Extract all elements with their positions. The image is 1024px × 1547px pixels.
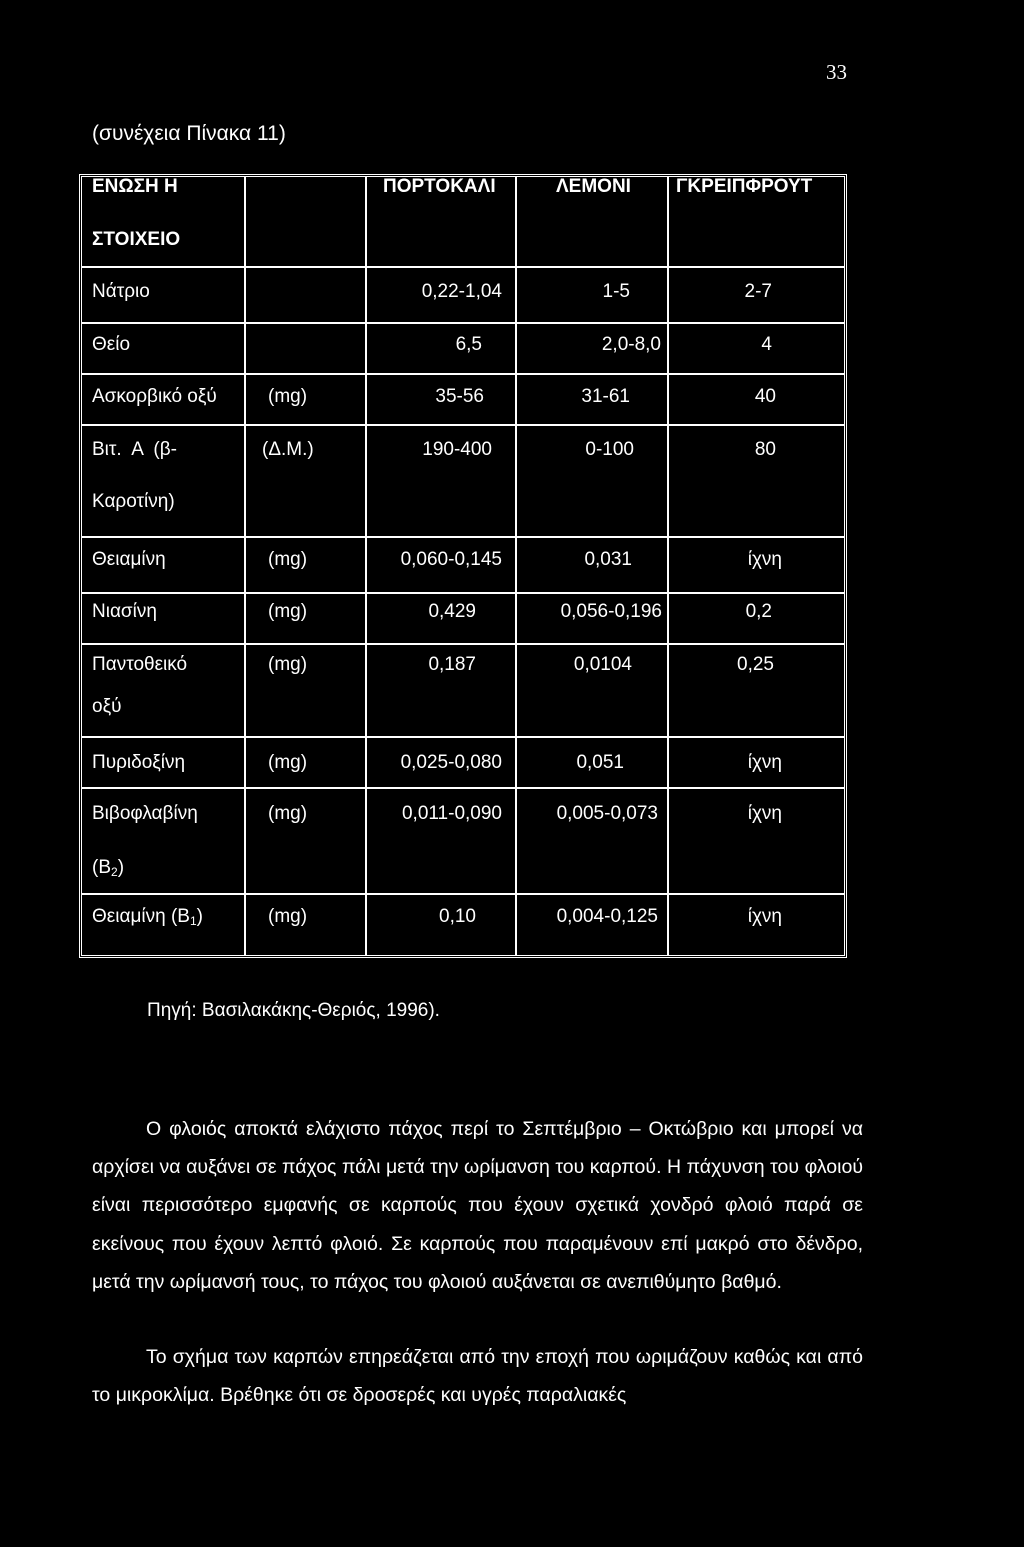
value-orange: 0,011-0,090 <box>401 803 502 824</box>
row-unit: (mg) <box>268 386 308 407</box>
value-orange: 0,429 <box>428 601 476 622</box>
table-rule <box>82 893 844 895</box>
row-name: Θειαμίνη <box>92 549 166 570</box>
row-name: Βιβοφλαβίνη <box>92 803 198 824</box>
value-grapefruit: 2-7 <box>744 281 772 302</box>
value-lemon: 0,031 <box>584 549 632 570</box>
value-orange: 0,060-0,145 <box>400 549 502 570</box>
row-unit: (mg) <box>268 601 308 622</box>
table-rule <box>82 266 844 268</box>
row-name-line2: Καροτίνη) <box>92 491 175 512</box>
row-unit: (mg) <box>268 549 308 570</box>
value-grapefruit: ίχνη <box>747 549 782 570</box>
value-lemon: 31-61 <box>581 386 630 407</box>
value-lemon: 2,0-8,0 <box>601 334 661 355</box>
row-name: Παντοθεικό <box>92 654 188 675</box>
value-grapefruit: ίχνη <box>747 803 782 824</box>
header-grapefruit: ΓΚΡΕΙΠΦΡΟΥΤ <box>676 176 813 197</box>
value-grapefruit: 0,25 <box>737 654 774 675</box>
table-rule <box>82 787 844 789</box>
header-orange: ΠΟΡΤΟΚΑΛΙ <box>383 176 496 197</box>
value-lemon: 0,005-0,073 <box>556 803 658 824</box>
row-name: Θειαμίνη $(B_1)$ <box>92 906 203 928</box>
table-rule <box>82 736 844 738</box>
row-unit: (Δ.Μ.) <box>262 439 314 460</box>
table-rule <box>82 424 844 426</box>
table-rule <box>82 536 844 538</box>
table-divider <box>515 177 517 955</box>
value-lemon: 0,0104 <box>573 654 632 675</box>
table-divider <box>365 177 367 955</box>
row-name: Νάτριο <box>92 281 150 302</box>
header-compound: ΕΝΩΣΗ Η <box>92 176 178 197</box>
row-name-line2: οξύ <box>92 696 122 717</box>
value-orange: 0,025-0,080 <box>400 752 502 773</box>
value-orange: 0,187 <box>428 654 476 675</box>
value-orange: 190-400 <box>422 439 492 460</box>
row-name: Πυριδοξίνη <box>92 752 186 773</box>
table-rule <box>82 592 844 594</box>
row-name: Θείο <box>92 334 131 355</box>
table-rule <box>82 322 844 324</box>
header-lemon: ΛΕΜΟΝΙ <box>556 176 631 197</box>
value-grapefruit: ίχνη <box>747 752 782 773</box>
value-orange: 35-56 <box>435 386 484 407</box>
value-lemon: 0,051 <box>576 752 624 773</box>
table-divider <box>667 177 669 955</box>
body-paragraph: Ο φλοιός αποκτά ελάχιστο πάχος περί το Σεπτέμβριο – Οκτώβριο και μπορεί να αρχίσει να αυξάνει σε πάχος πάλι μετά την ωρίμανση του καρπού. Η πάχυνση του φλοιού είναι περισσότερο εμφανής σε καρπούς που έχουν σχετικά χονδρό φλοιό παρά σε εκείνους που έχουν λεπτό φλοιό. Σε καρπούς που παραμένουν επί μακρό στο δένδρο, μετά την ωρίμανσή τους, το πάχος του φλοιού αυξάνεται σε ανεπιθύμητο βαθμό. <box>92 1118 863 1293</box>
value-grapefruit: 4 <box>761 334 772 355</box>
value-lemon: 0-100 <box>585 439 634 460</box>
table-divider <box>244 177 246 955</box>
value-grapefruit: 80 <box>754 439 776 460</box>
table-rule <box>82 373 844 375</box>
row-name-line2: $(B_2)$ <box>92 857 125 879</box>
row-unit: (mg) <box>268 803 308 824</box>
value-orange: 0,10 <box>439 906 476 927</box>
row-name: Βιτ. Α (β- <box>92 439 177 460</box>
value-lemon: 0,056-0,196 <box>560 601 662 622</box>
row-name: Ασκορβικό οξύ <box>92 386 217 407</box>
value-lemon: 1-5 <box>602 281 630 302</box>
value-orange: 6,5 <box>455 334 482 355</box>
value-orange: 0,22-1,04 <box>421 281 502 302</box>
table-caption: (συνέχεια Πίνακα 11) <box>92 122 286 145</box>
row-unit: (mg) <box>268 654 308 675</box>
header-compound-line2: ΣΤΟΙΧΕΙΟ <box>92 229 181 250</box>
row-unit: (mg) <box>268 906 308 927</box>
row-name: Νιασίνη <box>92 601 157 622</box>
body-paragraph: Το σχήμα των καρπών επηρεάζεται από την εποχή που ωριμάζουν καθώς και από το μικροκλίμα. Βρέθηκε ότι σε δροσερές και υγρές παραλιακές <box>92 1346 863 1407</box>
value-lemon: 0,004-0,125 <box>556 906 658 927</box>
value-grapefruit: 0,2 <box>745 601 772 622</box>
row-unit: (mg) <box>268 752 308 773</box>
table-rule <box>82 643 844 645</box>
value-grapefruit: 40 <box>754 386 776 407</box>
table-source: Πηγή: Βασιλακάκης-Θεριός, 1996). <box>147 1000 440 1021</box>
value-grapefruit: ίχνη <box>747 906 782 927</box>
page-number: 33 <box>826 60 847 84</box>
